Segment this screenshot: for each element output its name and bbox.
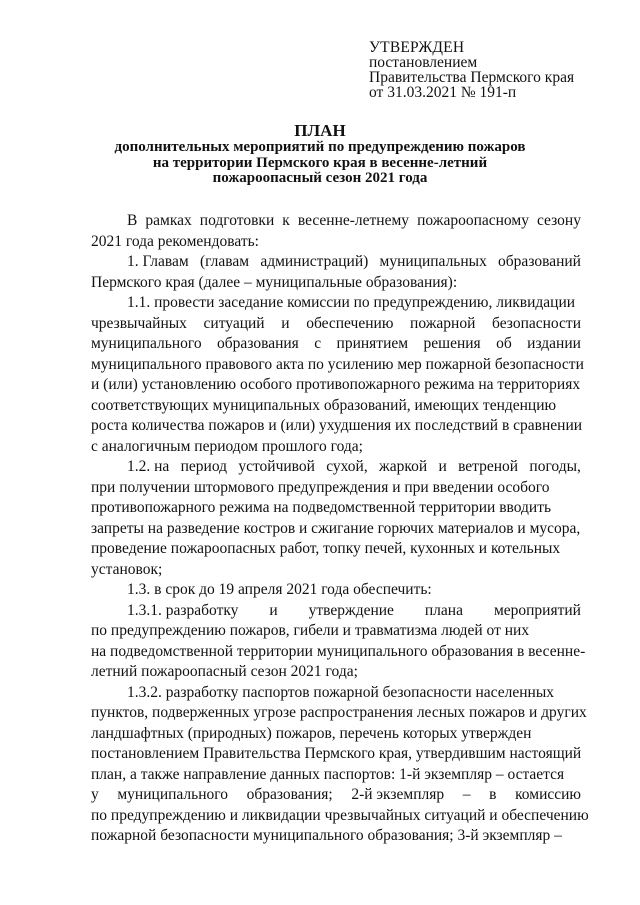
body-text-word: 1.2. на xyxy=(127,458,170,475)
body-text-word: сезону xyxy=(536,212,581,229)
body-text-line: план, а также направление данных паспортов: 1-й экземпляр – остается xyxy=(91,765,565,783)
body-text-line: с аналогичным периодом прошлого года; xyxy=(91,437,363,455)
body-text-word: к xyxy=(282,212,290,229)
body-text-word: комиссию xyxy=(515,786,581,803)
body-text-line: пунктов, подверженных угрозе распространения лесных пожаров и других xyxy=(91,704,587,721)
document-subtitle xyxy=(0,140,640,187)
body-text-word: 1. Главам xyxy=(127,253,189,270)
body-text-line: по предупреждению и ликвидации чрезвычайных ситуаций и обеспечению xyxy=(91,806,589,824)
body-text-line xyxy=(91,314,581,335)
body-text-word: – xyxy=(462,786,471,803)
body-text-word: пожароопасному xyxy=(417,212,529,229)
body-text-word: администраций) xyxy=(260,253,369,270)
body-text-word: сухой, xyxy=(326,458,368,475)
body-text-word: об xyxy=(496,335,512,352)
body-text-line: установок; xyxy=(91,560,163,578)
body-text-word: ветреной xyxy=(458,458,519,475)
body-text-line: и (или) установлению особого противопожарного режима на территориях xyxy=(91,376,581,393)
approval-heading: УТВЕРЖДЕН xyxy=(369,39,465,56)
body-text-line: проведение пожароопасных работ, топку печей, кухонных и котельных xyxy=(91,540,561,557)
approval-stamp xyxy=(369,40,574,100)
body-text-word: принятием xyxy=(336,335,409,352)
approval-line: постановлением xyxy=(369,54,478,71)
body-text-word: утверждение xyxy=(308,601,394,619)
body-text-line: на подведомственной территории муниципального образования в весенне- xyxy=(91,642,586,660)
subtitle-line: дополнительных мероприятий по предупреждению пожаров xyxy=(114,139,526,155)
body-text-line: Пермского края (далее – муниципальные образования): xyxy=(91,273,458,291)
body-text-word: у xyxy=(91,786,99,803)
body-text-word: муниципального xyxy=(117,786,228,803)
approval-line: Правительства Пермского края xyxy=(369,69,575,86)
body-text-word: образования; xyxy=(246,786,333,803)
body-text-line: летний пожароопасный сезон 2021 года; xyxy=(91,663,358,680)
body-text-word: образований xyxy=(498,253,581,270)
body-text-line: ландшафтных (природных) пожаров, перечень которых утвержден xyxy=(91,724,532,742)
body-text-word: ситуаций xyxy=(203,314,265,332)
body-text-word: издании xyxy=(527,335,581,352)
body-text-word: плана xyxy=(424,601,463,619)
document-body xyxy=(91,211,589,847)
body-text-word: безопасности xyxy=(492,314,581,332)
body-text-word: чрезвычайных xyxy=(91,314,187,332)
body-text-word: с xyxy=(314,335,322,352)
body-text-word: рамках xyxy=(145,212,192,229)
subtitle-line: на территории Пермского края в весенне-летний xyxy=(152,154,488,171)
body-text-word: решения xyxy=(423,335,481,352)
body-text-word: 1.3.1. разработку xyxy=(127,601,239,619)
body-text-line: соответствующих муниципальных образований, имеющих тенденцию xyxy=(91,396,557,414)
body-text-line xyxy=(91,252,581,273)
body-text-line: 1.3.2. разработку паспортов пожарной безопасности населенных xyxy=(127,683,554,701)
body-text-line: по предупреждению пожаров, гибели и травматизма людей от них xyxy=(91,622,530,639)
body-text-word: муниципального xyxy=(91,335,202,352)
body-text-line xyxy=(91,785,581,806)
body-text-word: муниципальных xyxy=(379,253,487,270)
body-text-word: в xyxy=(489,786,497,803)
body-text-word: обеспечению xyxy=(306,314,394,332)
body-text-line: 1.3. в срок до 19 апреля 2021 года обеспечить: xyxy=(127,581,432,598)
body-text-line xyxy=(91,601,581,622)
subtitle-line: пожароопасный сезон 2021 года xyxy=(212,170,428,186)
body-text-word: пожарной xyxy=(410,314,476,332)
body-text-line: противопожарного режима на подведомственной территории вводить xyxy=(91,499,552,516)
body-text-line: пожарной безопасности муниципального образования; 3-й экземпляр – xyxy=(91,827,562,844)
body-text-line: постановлением Правительства Пермского края, утвердившим настоящий xyxy=(91,745,582,762)
approval-date-number: от 31.03.2021 № 191-п xyxy=(369,84,517,101)
body-text-word: 2-й экземпляр xyxy=(351,786,445,803)
document-title: ПЛАН xyxy=(294,121,346,140)
body-text-line: 2021 года рекомендовать: xyxy=(91,232,259,250)
body-text-word: подготовки xyxy=(199,212,275,229)
body-text-word: мероприятий xyxy=(493,601,581,619)
body-text-word: весенне-летнему xyxy=(297,212,410,229)
body-text-word: период xyxy=(180,458,228,475)
body-text-word: и xyxy=(269,601,278,619)
body-text-line xyxy=(91,211,581,232)
body-text-word: и xyxy=(438,458,447,475)
body-text-line xyxy=(91,457,581,478)
body-text-word: жаркой xyxy=(379,458,428,475)
body-text-word: и xyxy=(281,314,290,332)
body-text-line xyxy=(91,334,581,355)
body-text-word: устойчивой xyxy=(238,458,315,475)
body-text-line: 1.1. провести заседание комиссии по предупреждению, ликвидации xyxy=(127,294,576,311)
body-text-line: роста количества пожаров и (или) ухудшения их последствий в сравнении xyxy=(91,417,583,434)
body-text-line: при получении штормового предупреждения и при введении особого xyxy=(91,478,550,496)
body-text-word: погоды, xyxy=(529,458,581,475)
body-text-word: (главам xyxy=(199,253,250,270)
body-text-word: В xyxy=(127,212,138,229)
body-text-word: образования xyxy=(217,335,299,352)
body-text-line: запреты на разведение костров и сжигание горючих материалов и мусора, xyxy=(91,519,581,537)
body-text-line: муниципального правового акта по усилению мер пожарной безопасности xyxy=(91,355,584,373)
